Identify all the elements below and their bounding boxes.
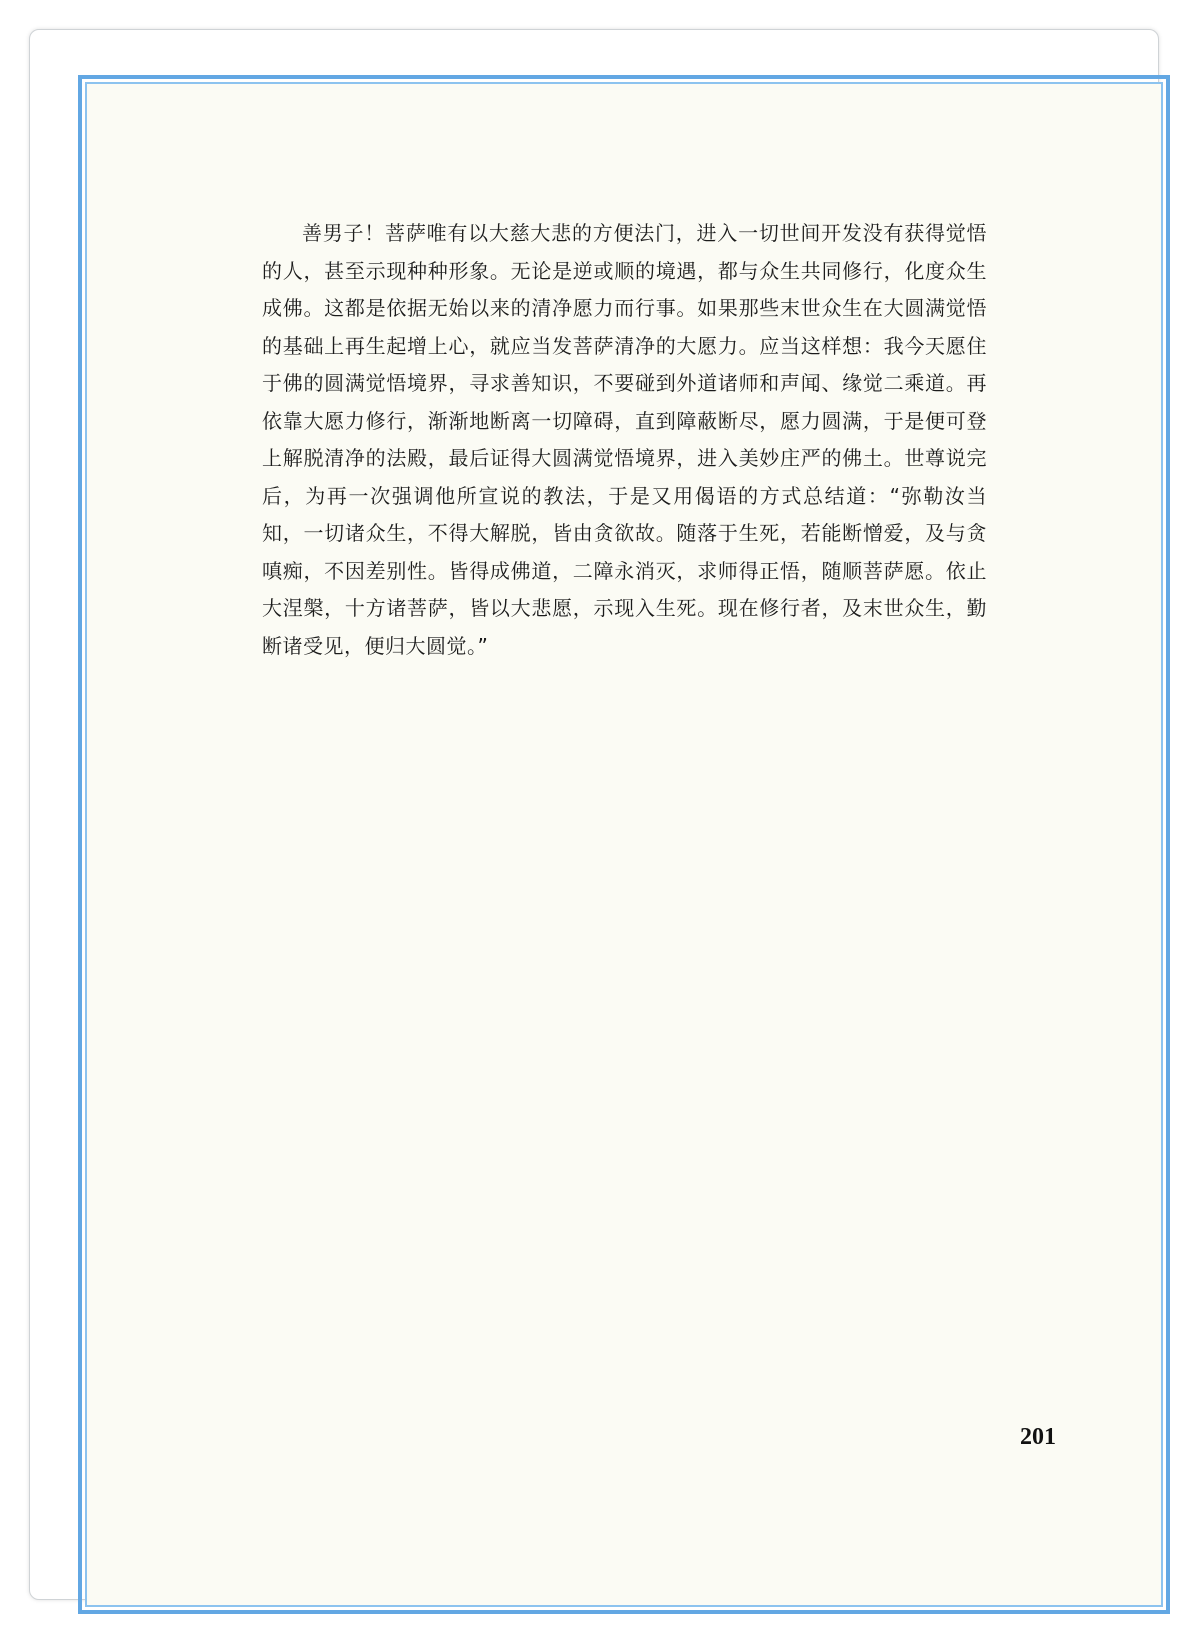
body-paragraph: 善男子！菩萨唯有以大慈大悲的方便法门，进入一切世间开发没有获得觉悟的人，甚至示现种种形象。无论是逆或顺的境遇，都与众生共同修行，化度众生成佛。这都是依据无始以来的清净愿力而行事。如果那些末世众生在大圆满觉悟的基础上再生起增上心，就应当发菩萨清净的大愿力。应当这样想：我今天愿住于佛的圆满觉悟境界，寻求善知识，不要碰到外道诸师和声闻、缘觉二乘道。再依靠大愿力修行，渐渐地断离一切障碍，直到障蔽断尽，愿力圆满，于是便可登上解脱清净的法殿，最后证得大圆满觉悟境界，进入美妙庄严的佛土。世尊说完后，为再一次强调他所宣说的教法，于是又用偈语的方式总结道：“弥勒汝当知，一切诸众生，不得大解脱，皆由贪欲故。随落于生死，若能断憎爱，及与贪嗔痴，不因差别性。皆得成佛道，二障永消灭，求师得正悟，随顺菩萨愿。依止大涅槃，十方诸菩萨，皆以大悲愿，示现入生死。现在修行者，及末世众生，勤断诸受见，便归大圆觉。” bbox=[262, 221, 987, 658]
blue-border-frame bbox=[78, 75, 1170, 1614]
book-page bbox=[85, 82, 1163, 1607]
page-shell bbox=[29, 29, 1159, 1600]
page-number: 201 bbox=[1020, 1424, 1056, 1450]
